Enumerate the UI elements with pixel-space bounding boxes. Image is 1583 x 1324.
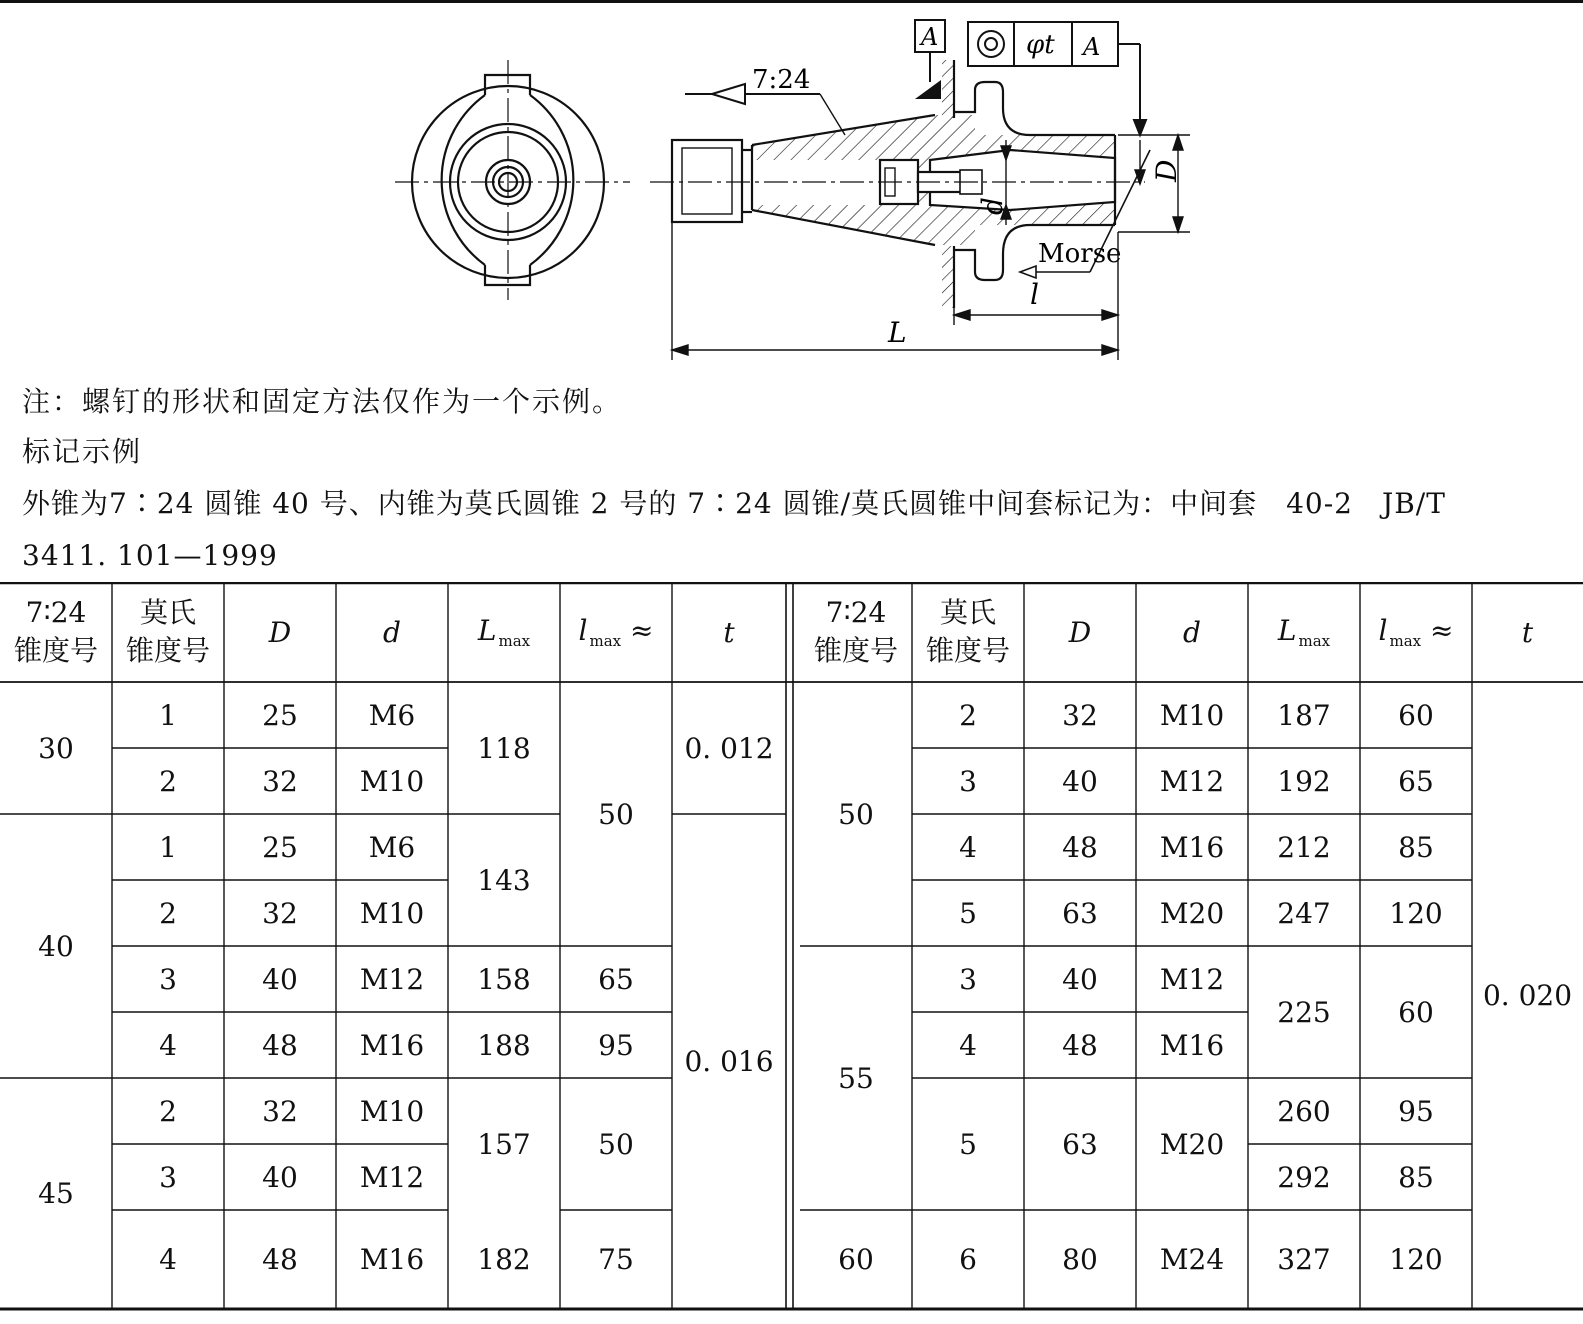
header-morse-no-left: 莫氏 锥度号 [125,596,210,667]
d-cell: M16 [359,1243,425,1276]
taper-no-cell: 30 [38,731,74,765]
morse-no-cell: 3 [959,764,977,798]
d-cell: M16 [1159,830,1225,864]
d-cell: M16 [1159,1028,1225,1062]
d-cell: M12 [359,1160,425,1194]
d-cell: M6 [368,698,416,732]
d-cell: M12 [1159,962,1225,996]
header-t-left: t [723,615,735,649]
screw-note: 注：螺钉的形状和固定方法仅作为一个示例。 [22,385,623,418]
d-cell: M24 [1159,1243,1225,1276]
D-cell: 32 [262,896,298,930]
d-cell: M10 [359,1094,425,1128]
morse-no-cell: 3 [159,1160,177,1194]
t-cell: 0. 012 [684,731,774,765]
D-cell: 48 [262,1028,298,1062]
Lmax-cell: 143 [477,863,531,897]
header-Lmax-left: L $_{max}$ [477,614,531,650]
lmax-cell: 65 [598,962,634,996]
morse-no-cell: 2 [959,698,977,732]
morse-no-cell: 2 [159,1094,177,1128]
morse-no-cell: 3 [959,962,977,996]
Lmax-cell: 247 [1277,896,1331,930]
Lmax-cell: 212 [1277,830,1331,864]
taper-no-cell: 40 [38,929,74,963]
Lmax-cell: 157 [477,1127,531,1161]
d-cell: M6 [368,830,416,864]
dimension-l-label: l [1030,278,1039,311]
dimension-d-label: d [976,197,1009,215]
lmax-cell: 75 [598,1243,634,1276]
D-cell: 63 [1062,896,1098,930]
morse-no-cell: 5 [959,1127,977,1161]
D-cell: 63 [1062,1127,1098,1161]
header-taper-no-right: 7∶24 锥度号 [813,596,898,667]
taper-no-cell: 45 [38,1177,74,1210]
D-cell: 48 [1062,1028,1098,1062]
D-cell: 48 [262,1243,298,1276]
end-view [395,60,630,300]
dimension-D [1118,135,1190,232]
tolerance-value: φt [1026,30,1055,60]
Lmax-cell: 327 [1277,1243,1331,1276]
morse-no-cell: 2 [159,764,177,798]
Lmax-cell: 158 [477,962,531,996]
morse-no-cell: 1 [159,830,177,864]
D-cell: 40 [262,962,298,996]
Lmax-cell: 187 [1277,698,1331,732]
D-cell: 25 [262,698,298,732]
D-cell: 40 [1062,764,1098,798]
taper-no-cell: 50 [838,797,874,831]
taper-no-cell: 55 [838,1061,874,1095]
lmax-cell: 95 [1398,1094,1434,1128]
morse-no-cell: 4 [159,1028,177,1062]
technical-drawing [0,0,1583,370]
morse-no-cell: 2 [159,896,177,930]
morse-no-cell: 6 [959,1243,977,1276]
D-cell: 32 [262,1094,298,1128]
lmax-cell: 85 [1398,1160,1434,1194]
header-d-left: d [383,615,401,649]
header-D-right: D [1068,615,1092,649]
datum-label: A [921,23,939,51]
lmax-cell: 50 [598,1127,634,1161]
morse-no-cell: 5 [959,896,977,930]
lmax-cell: 120 [1389,896,1443,930]
header-taper-no-left: 7∶24 锥度号 [13,596,98,667]
morse-label: Morse [1038,239,1122,269]
D-cell: 25 [262,830,298,864]
d-cell: M20 [1159,1127,1225,1161]
Lmax-cell: 192 [1277,764,1331,798]
D-cell: 32 [262,764,298,798]
t-cell: 0. 020 [1482,979,1573,1012]
header-morse-no-right: 莫氏 锥度号 [925,596,1010,667]
D-cell: 48 [1062,830,1098,864]
Lmax-cell: 182 [477,1243,531,1276]
t-cell: 0. 016 [684,1045,774,1078]
header-lmax-right: l $_{max}$ ≈ [1378,614,1454,650]
Lmax-cell: 225 [1277,995,1331,1029]
tolerance-frame [968,22,1146,135]
lmax-cell: 60 [1398,995,1434,1029]
dimension-L-label: L [888,316,907,349]
marking-example-standard: 3411. 101—1999 [22,539,278,572]
header-D-left: D [268,615,292,649]
lmax-cell: 60 [1398,698,1434,732]
Lmax-cell: 118 [477,731,531,765]
Lmax-cell: 292 [1277,1160,1331,1194]
morse-no-cell: 3 [159,962,177,996]
d-cell: M10 [359,896,425,930]
header-lmax-left: l $_{max}$ ≈ [578,614,654,650]
morse-no-cell: 4 [159,1243,177,1276]
d-cell: M10 [1159,698,1225,732]
d-cell: M20 [1159,896,1225,930]
tolerance-datum: A [1083,33,1101,61]
morse-no-cell: 1 [159,698,177,732]
header-d-right: d [1183,615,1201,649]
header-Lmax-right: L $_{max}$ [1277,614,1331,650]
morse-no-cell: 4 [959,830,977,864]
taper-ratio-label: 7:24 [752,65,811,95]
d-cell: M16 [359,1028,425,1062]
D-cell: 40 [262,1160,298,1194]
Lmax-cell: 188 [477,1028,531,1062]
lmax-cell: 85 [1398,830,1434,864]
marking-example-title: 标记示例 [22,435,143,468]
header-t-right: t [1521,615,1534,649]
d-cell: M12 [1159,764,1225,798]
morse-no-cell: 4 [959,1028,977,1062]
spec-table [0,582,1583,1317]
lmax-cell: 95 [598,1028,634,1062]
lmax-cell: 65 [1398,764,1434,798]
D-cell: 32 [1062,698,1098,732]
dimension-D-label: D [1150,159,1183,182]
taper-no-cell: 60 [838,1243,874,1276]
Lmax-cell: 260 [1277,1094,1331,1128]
lmax-cell: 50 [598,797,634,831]
d-cell: M10 [359,764,425,798]
marking-example-text: 外锥为7∶24 圆锥 40 号、内锥为莫氏圆锥 2 号的 7∶24 圆锥/莫氏圆锥中间套标记为：中间套 40-2 JB/T [22,487,1446,520]
d-cell: M12 [359,962,425,996]
D-cell: 40 [1062,962,1098,996]
D-cell: 80 [1062,1243,1098,1276]
lmax-cell: 120 [1389,1243,1443,1276]
